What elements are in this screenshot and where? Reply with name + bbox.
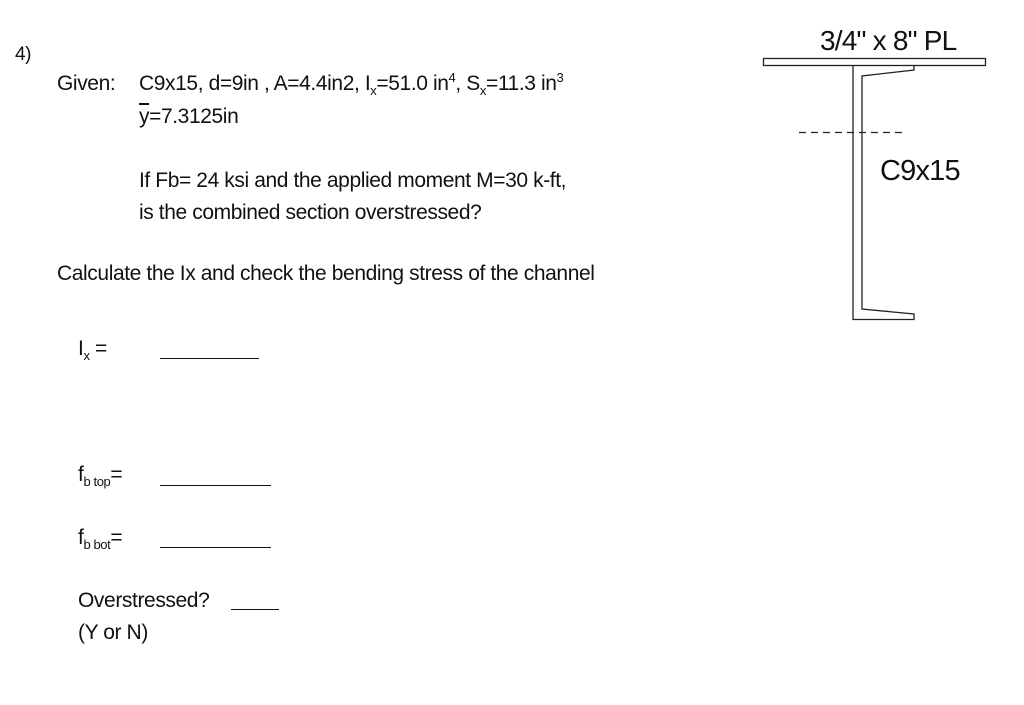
fb-top-label: $f_{b top}=$ — [78, 463, 123, 490]
given-label: Given: — [57, 72, 116, 95]
plate-label: 3/4" x 8" PL — [820, 25, 957, 56]
given-properties: C9x15, d=9in , A=4.4in2, $I_x=51.0$ $in^4$, $S_x=11.3$ $in^3$ — [139, 70, 564, 99]
overstressed-label: Overstressed? — [78, 589, 210, 612]
channel-section — [853, 66, 914, 320]
overstressed-hint: (Y or N) — [78, 621, 148, 644]
ix-label: $I_x$ = — [78, 337, 107, 364]
channel-label: C9x15 — [880, 155, 960, 187]
question-line-1: If Fb= 24 ksi and the applied moment M=30 k-ft, — [139, 169, 567, 192]
question-line-2: is the combined section overstressed? — [139, 201, 482, 224]
fb-bot-label: $f_{b bot}=$ — [78, 526, 123, 553]
instruction-text: Calculate the Ix and check the bending stress of the channel — [57, 262, 595, 285]
problem-number: 4) — [15, 44, 32, 65]
cover-plate — [764, 59, 986, 66]
centroid-value: $\overline{y}=7.3125in$ — [139, 105, 239, 128]
